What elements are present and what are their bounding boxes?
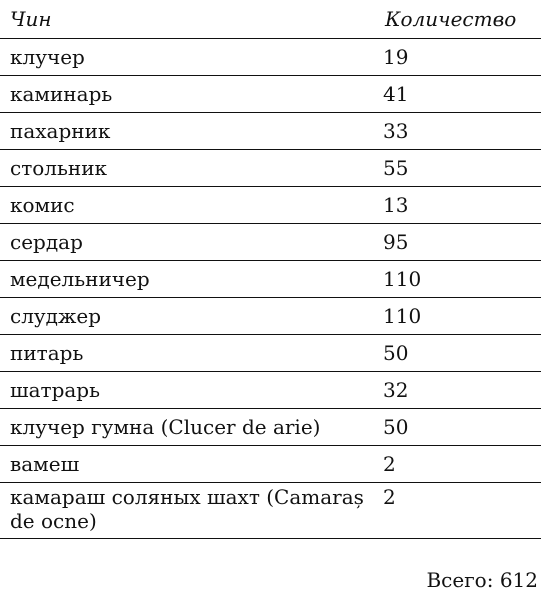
count-cell: 2 xyxy=(375,483,541,539)
rank-cell: вамеш xyxy=(0,446,375,483)
table-row xyxy=(0,39,541,76)
table-row xyxy=(0,446,541,483)
count-cell: 33 xyxy=(375,113,541,150)
column-header-rank: Чин xyxy=(0,0,375,39)
count-cell: 13 xyxy=(375,187,541,224)
count-cell: 19 xyxy=(375,39,541,76)
rank-cell: клучер гумна (Clucer de arie) xyxy=(0,409,375,446)
rank-cell: сердар xyxy=(0,224,375,261)
count-cell: 110 xyxy=(375,298,541,335)
table-row xyxy=(0,298,541,335)
table-header-row xyxy=(0,0,541,39)
rank-cell: стольник xyxy=(0,150,375,187)
rank-cell: слуджер xyxy=(0,298,375,335)
column-header-count: Количество xyxy=(375,0,541,39)
rank-cell: медельничер xyxy=(0,261,375,298)
count-cell: 32 xyxy=(375,372,541,409)
rank-cell: камараш соляных шахт (Camaraș de ocne) xyxy=(0,483,375,539)
table-row xyxy=(0,261,541,298)
table-row xyxy=(0,409,541,446)
rank-cell: каминарь xyxy=(0,76,375,113)
table-row xyxy=(0,150,541,187)
table-row xyxy=(0,483,541,539)
count-cell: 55 xyxy=(375,150,541,187)
count-cell: 50 xyxy=(375,409,541,446)
table-row xyxy=(0,372,541,409)
rank-cell: комис xyxy=(0,187,375,224)
rank-cell: пахарник xyxy=(0,113,375,150)
rank-cell: шатрарь xyxy=(0,372,375,409)
count-cell: 41 xyxy=(375,76,541,113)
total-count: Всего: 612 xyxy=(426,568,538,592)
count-cell: 95 xyxy=(375,224,541,261)
table-row xyxy=(0,113,541,150)
table-row xyxy=(0,76,541,113)
count-cell: 110 xyxy=(375,261,541,298)
table-row xyxy=(0,187,541,224)
table-row xyxy=(0,224,541,261)
count-cell: 2 xyxy=(375,446,541,483)
rank-cell: питарь xyxy=(0,335,375,372)
rank-cell: клучер xyxy=(0,39,375,76)
count-cell: 50 xyxy=(375,335,541,372)
table-row xyxy=(0,335,541,372)
